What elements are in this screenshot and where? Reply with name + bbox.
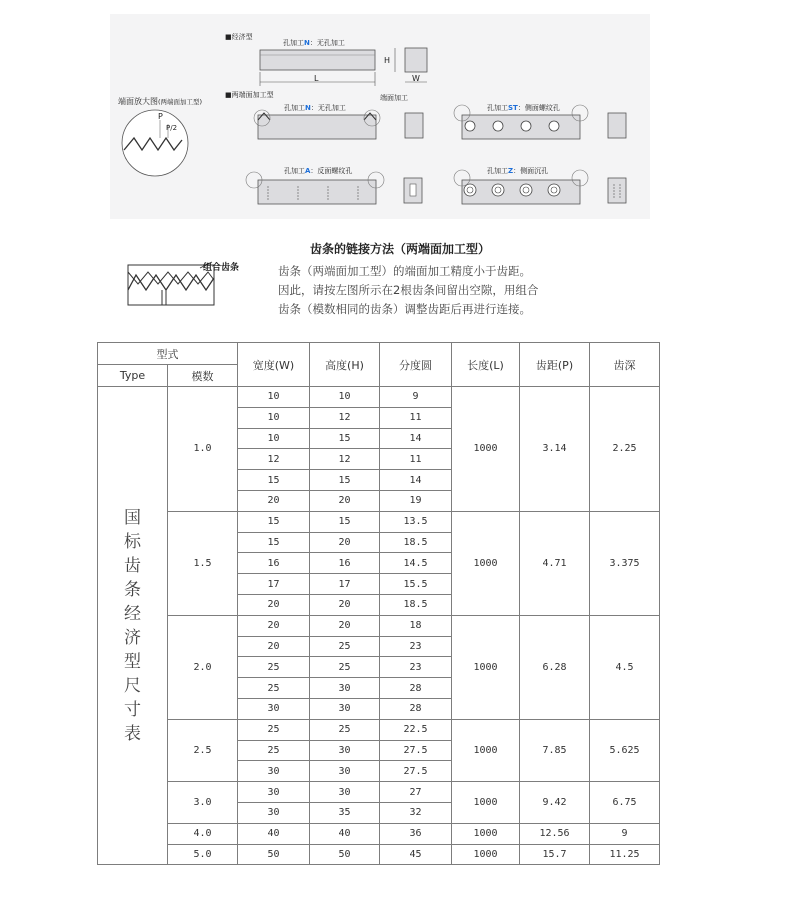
width-cell: 20 [238,636,310,657]
module-header: 模数 [168,365,238,387]
depth-cell: 3.375 [590,511,660,615]
pitch-cell: 9.42 [520,782,590,824]
method-line: 齿条（模数相同的齿条）调整齿距后再进行连接。 [278,302,531,316]
length-header: 长度(L) [452,343,520,387]
hole-n-label: 孔加工N：无孔加工 [284,104,346,112]
width-cell: 30 [238,761,310,782]
width-cell: 17 [238,574,310,595]
module-cell: 2.5 [168,719,238,781]
height-cell: 25 [310,636,380,657]
width-cell: 15 [238,511,310,532]
length-cell: 1000 [452,823,520,844]
width-cell: 10 [238,387,310,408]
pitch-circle-cell: 19 [380,490,452,511]
connection-method-title: 齿条的链接方法（两端面加工型） [310,242,491,256]
height-cell: 12 [310,449,380,470]
height-cell: 30 [310,761,380,782]
width-cell: 15 [238,532,310,553]
table-row [98,615,660,636]
dim-height-label: H [384,56,391,65]
both-ends-type-label: ■两端面加工型 [225,91,274,99]
height-cell: 20 [310,490,380,511]
type-title-char: 标 [124,531,141,552]
length-cell: 1000 [452,511,520,615]
height-cell: 17 [310,574,380,595]
type-title-char: 齿 [124,555,141,576]
pitch-circle-cell: 28 [380,678,452,699]
width-cell: 10 [238,428,310,449]
length-cell: 1000 [452,844,520,865]
module-cell: 1.5 [168,511,238,615]
height-cell: 40 [310,823,380,844]
height-cell: 10 [310,387,380,408]
pitch-circle-cell: 22.5 [380,719,452,740]
height-cell: 20 [310,615,380,636]
pitch-circle-cell: 27.5 [380,761,452,782]
pitch-circle-cell: 45 [380,844,452,865]
height-header: 高度(H) [310,343,380,387]
height-cell: 30 [310,740,380,761]
length-cell: 1000 [452,719,520,781]
width-cell: 25 [238,678,310,699]
module-cell: 2.0 [168,615,238,719]
dim-p2-label: P/2 [166,124,178,132]
type-title-cell [98,387,168,865]
pitch-circle-cell: 15.5 [380,574,452,595]
dim-width-label: W [412,74,420,83]
width-cell: 25 [238,740,310,761]
hole-st-label: 孔加工ST：侧面螺纹孔 [487,104,560,112]
depth-cell: 2.25 [590,387,660,512]
pitch-circle-cell: 23 [380,636,452,657]
depth-cell: 6.75 [590,782,660,824]
pitch-circle-cell: 18 [380,615,452,636]
height-cell: 35 [310,802,380,823]
pitch-circle-cell: 18.5 [380,532,452,553]
table-row [98,844,660,865]
width-cell: 30 [238,802,310,823]
width-cell: 25 [238,657,310,678]
pitch-circle-cell: 27.5 [380,740,452,761]
module-cell: 4.0 [168,823,238,844]
pitch-cell: 12.56 [520,823,590,844]
pitch-cell: 15.7 [520,844,590,865]
combination-rack-drawing [128,262,214,305]
width-cell: 15 [238,470,310,491]
dim-p-label: P [158,112,163,121]
width-cell: 50 [238,844,310,865]
width-cell: 30 [238,782,310,803]
height-cell: 30 [310,678,380,699]
type-group-header: 型式 [98,343,238,365]
table-row [98,511,660,532]
module-cell: 3.0 [168,782,238,824]
table-row [98,719,660,740]
height-cell: 25 [310,719,380,740]
height-cell: 15 [310,511,380,532]
width-cell: 40 [238,823,310,844]
table-row [98,387,660,408]
height-cell: 25 [310,657,380,678]
economy-rack-drawing [260,48,427,86]
height-cell: 30 [310,782,380,803]
width-cell: 20 [238,615,310,636]
depth-header: 齿深 [590,343,660,387]
end-machining-label: 端面加工 [380,94,408,102]
economy-type-label: ■经济型 [225,33,253,41]
width-cell: 16 [238,553,310,574]
pitch-circle-cell: 18.5 [380,594,452,615]
enlarged-end-view [122,110,188,176]
depth-cell: 11.25 [590,844,660,865]
table-row [98,823,660,844]
pitch-circle-cell: 9 [380,387,452,408]
method-line: 因此，请按左图所示在2根齿条间留出空隙，用组合 [278,283,539,297]
height-cell: 15 [310,428,380,449]
length-cell: 1000 [452,615,520,719]
height-cell: 20 [310,594,380,615]
table-row [98,782,660,803]
rack-a-drawing [246,172,422,204]
combination-rack-label: 组合齿条 [203,263,240,273]
pitch-cell: 6.28 [520,615,590,719]
enlarged-view-label: 端面放大图(两端面加工型) [118,97,203,106]
type-header: Type [98,365,168,387]
height-cell: 16 [310,553,380,574]
pitch-circle-cell: 32 [380,802,452,823]
pitch-circle-cell: 14 [380,428,452,449]
width-cell: 20 [238,594,310,615]
height-cell: 30 [310,698,380,719]
height-cell: 12 [310,407,380,428]
width-header: 宽度(W) [238,343,310,387]
pitch-header: 齿距(P) [520,343,590,387]
length-cell: 1000 [452,782,520,824]
rack-n-drawing [254,110,423,139]
pitch-circle-header: 分度圆 [380,343,452,387]
module-cell: 1.0 [168,387,238,512]
type-title-char: 济 [124,627,141,648]
width-cell: 20 [238,490,310,511]
hole-z-label: 孔加工Z：侧面沉孔 [487,167,549,175]
depth-cell: 4.5 [590,615,660,719]
pitch-circle-cell: 28 [380,698,452,719]
height-cell: 50 [310,844,380,865]
pitch-cell: 4.71 [520,511,590,615]
depth-cell: 9 [590,823,660,844]
type-title-char: 寸 [124,699,141,720]
connection-method-text [278,262,578,319]
hole-a-label: 孔加工A：反面螺纹孔 [284,167,353,175]
type-title-char: 型 [124,651,141,672]
type-title-char: 国 [124,507,141,528]
pitch-circle-cell: 11 [380,449,452,470]
dim-length-label: L [314,74,319,83]
width-cell: 10 [238,407,310,428]
pitch-circle-cell: 14.5 [380,553,452,574]
width-cell: 12 [238,449,310,470]
height-cell: 15 [310,470,380,491]
depth-cell: 5.625 [590,719,660,781]
width-cell: 30 [238,698,310,719]
type-title-char: 经 [124,603,141,624]
type-title-char: 尺 [124,675,141,696]
width-cell: 25 [238,719,310,740]
height-cell: 20 [310,532,380,553]
pitch-circle-cell: 14 [380,470,452,491]
pitch-circle-cell: 11 [380,407,452,428]
pitch-circle-cell: 27 [380,782,452,803]
pitch-cell: 3.14 [520,387,590,512]
pitch-circle-cell: 36 [380,823,452,844]
pitch-circle-cell: 13.5 [380,511,452,532]
pitch-circle-cell: 23 [380,657,452,678]
module-cell: 5.0 [168,844,238,865]
method-line: 齿条（两端面加工型）的端面加工精度小于齿距。 [278,264,531,278]
hole-n-label-top: 孔加工N：无孔加工 [283,39,345,47]
spec-table-body [98,387,660,865]
length-cell: 1000 [452,387,520,512]
type-title-char: 条 [124,579,141,600]
pitch-cell: 7.85 [520,719,590,781]
type-title-char: 表 [124,723,141,744]
rack-spec-table [97,342,660,865]
